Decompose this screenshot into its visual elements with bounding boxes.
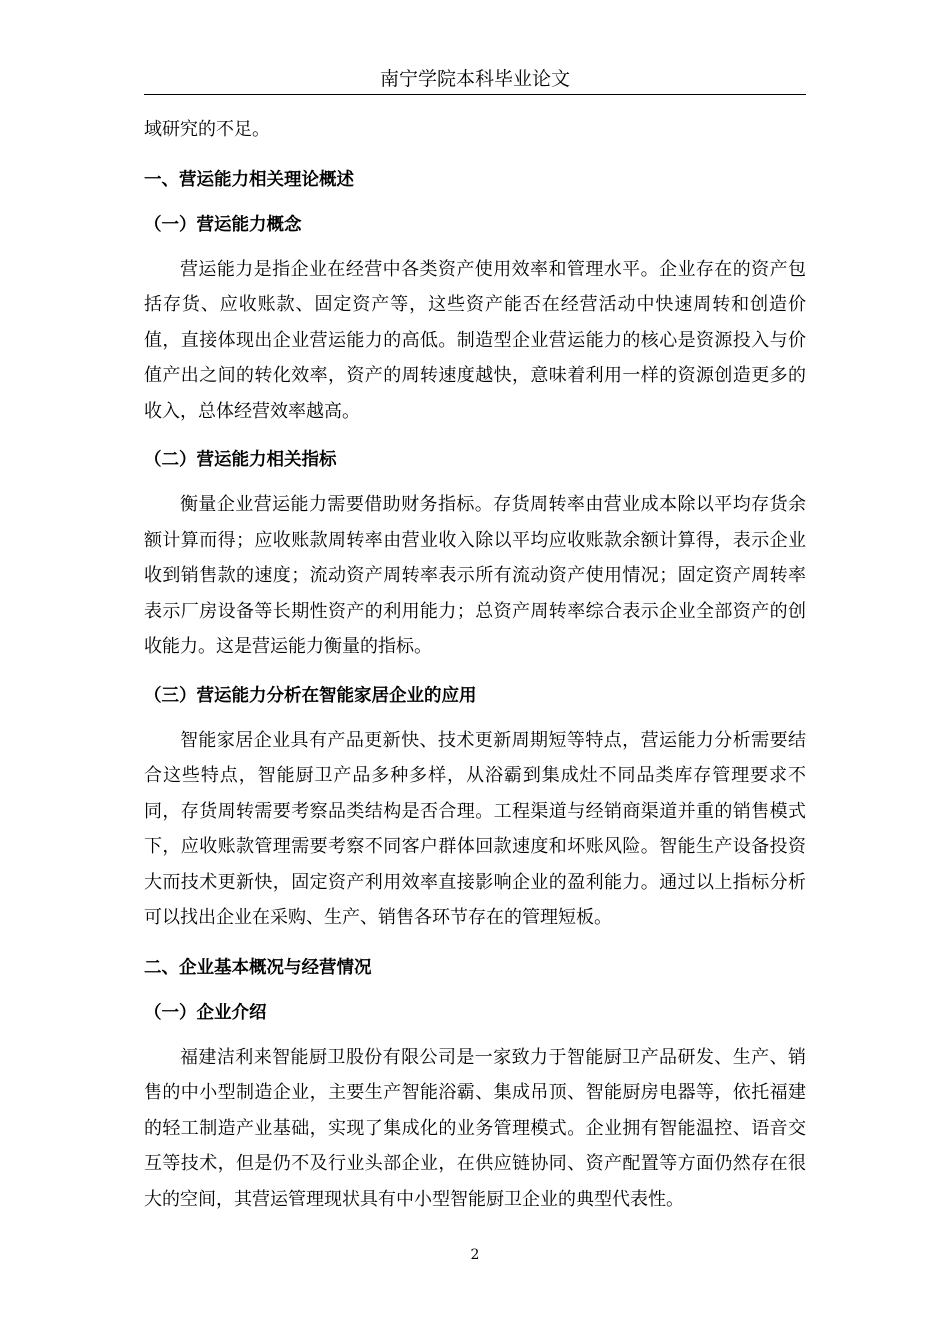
subsection-heading-1-3: （三）营运能力分析在智能家居企业的应用 [144,685,477,706]
body-paragraph: 衡量企业营运能力需要借助财务指标。存货周转率由营业成本除以平均存货余额计算而得；应收账款周转率由营业收入除以平均应收账款余额计算得，表示企业收到销售款的速度；流动资产周转率表示所有流动资产使用情况；固定资产周转率表示厂房设备等长期性资产的利用能力；总资产周转率综合表示企业全部资产的创收能力。这是营运能力衡量的指标。 [144,494,806,657]
body-paragraph: 福建洁利来智能厨卫股份有限公司是一家致力于智能厨卫产品研发、生产、销售的中小型制造企业，主要生产智能浴霸、集成吊顶、智能厨房电器等，依托福建的轻工制造产业基础，实现了集成化的业务管理模式。企业拥有智能温控、语音交互等技术，但是仍不及行业头部企业，在供应链协同、资产配置等方面仍然存在很大的空间，其营运管理现状具有中小型智能厨卫企业的典型代表性。 [144,1046,806,1210]
subsection-heading-1-1: （一）营运能力概念 [144,214,302,235]
continuation-paragraph: 域研究的不足。 [144,119,270,140]
header-rule [144,94,806,95]
subsection-heading-1-2: （二）营运能力相关指标 [144,450,337,470]
page-body [144,112,806,1217]
body-paragraph: 营运能力是指企业在经营中各类资产使用效率和管理水平。企业存在的资产包括存货、应收账款、固定资产等，这些资产能否在经营活动中快速周转和创造价值，直接体现出企业营运能力的高低。制造型企业营运能力的核心是资源投入与价值产出之间的转化效率，资产的周转速度越快，意味着利用一样的资源创造更多的收入，总体经营效率越高。 [144,258,806,422]
running-header-title: 南宁学院本科毕业论文 [379,68,570,90]
body-paragraph: 智能家居企业具有产品更新快、技术更新周期短等特点，营运能力分析需要结合这些特点，智能厨卫产品多种多样，从浴霸到集成灶不同品类库存管理要求不同，存货周转需要考察品类结构是否合理。工程渠道与经销商渠道并重的销售模式下，应收账款管理需要考察不同客户群体回款速度和坏账风险。智能生产设备投资大而技术更新快，固定资产利用效率直接影响企业的盈利能力。通过以上指标分析可以找出企业在采购、生产、销售各环节存在的管理短板。 [144,729,806,928]
subsection-heading-2-1: （一）企业介绍 [144,1002,267,1023]
section-heading-2: 二、企业基本概况与经营情况 [144,957,372,978]
section-heading-1: 一、营运能力相关理论概述 [144,169,354,190]
page-number: 2 [470,1247,480,1263]
